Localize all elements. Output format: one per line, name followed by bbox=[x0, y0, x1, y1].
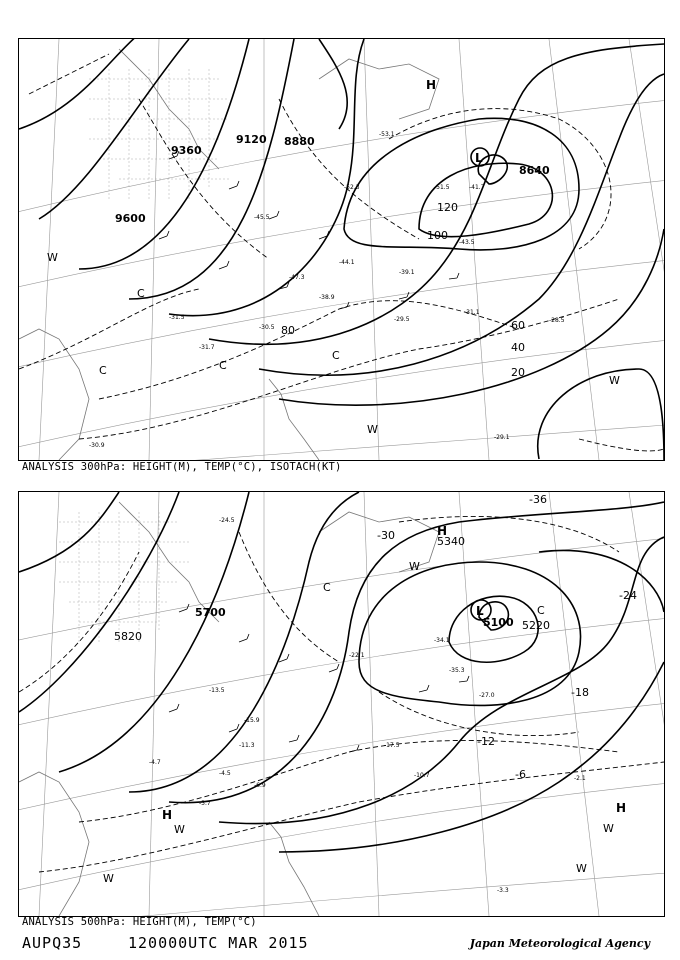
coastline bbox=[19, 49, 439, 460]
dashed-isotherms bbox=[19, 516, 664, 872]
temp-value: -24.5 bbox=[219, 517, 235, 524]
warm-mark: W bbox=[576, 862, 587, 875]
temp-value: -35.3 bbox=[449, 667, 465, 674]
temp-value: -30.9 bbox=[89, 442, 105, 449]
height-label: 8880 bbox=[284, 135, 315, 148]
temp-value: -6.9 bbox=[254, 782, 266, 789]
temp-value: -29.5 bbox=[394, 316, 410, 323]
temp-samples-300 bbox=[89, 131, 565, 449]
isotach-label: 20 bbox=[511, 366, 525, 379]
temp-value: -22.1 bbox=[349, 652, 365, 659]
isotherm-label: -12 bbox=[477, 735, 495, 748]
isotherm-label: -18 bbox=[571, 686, 589, 699]
height-label: 5700 bbox=[195, 606, 226, 619]
temp-value: -13.5 bbox=[209, 687, 225, 694]
temp-value: -53.1 bbox=[379, 131, 395, 138]
height-contours bbox=[19, 492, 664, 852]
high-pressure-symbol: H bbox=[162, 808, 173, 822]
temp-value: -10.7 bbox=[414, 772, 430, 779]
cold-mark: C bbox=[99, 364, 107, 377]
map-300hpa bbox=[19, 39, 664, 460]
isotherm-label: -36 bbox=[529, 493, 547, 506]
chart-code: AUPQ35 bbox=[22, 934, 83, 952]
temp-value: -4.7 bbox=[149, 759, 161, 766]
height-label: 9120 bbox=[236, 133, 267, 146]
caption-500hpa: ANALYSIS 500hPa: HEIGHT(M), TEMP(°C) bbox=[22, 916, 257, 928]
height-label: 9360 bbox=[171, 144, 202, 157]
low-pressure-symbol: L bbox=[475, 151, 483, 165]
isotherm-label: -30 bbox=[377, 529, 395, 542]
warm-mark: W bbox=[609, 374, 620, 387]
height-labels-500 bbox=[114, 535, 550, 643]
temp-value: -47.3 bbox=[289, 274, 305, 281]
height-label: 8640 bbox=[519, 164, 550, 177]
high-pressure-symbol: H bbox=[616, 801, 627, 815]
temp-value: -11.3 bbox=[239, 742, 255, 749]
cold-mark: C bbox=[137, 287, 145, 300]
isotherm-label: -24 bbox=[619, 589, 637, 602]
temp-value: -5.7 bbox=[199, 800, 211, 807]
area-marks-300 bbox=[47, 251, 620, 436]
temp-value: -45.5 bbox=[254, 214, 270, 221]
low-pressure-symbol: L bbox=[476, 604, 484, 618]
temp-value: -2.1 bbox=[574, 775, 586, 782]
cold-mark: C bbox=[537, 604, 545, 617]
chart-300hpa bbox=[18, 38, 665, 461]
wind-barbs bbox=[169, 604, 469, 752]
height-label: 5340 bbox=[437, 535, 465, 548]
isotach-label: 100 bbox=[427, 229, 448, 242]
temp-value: -34.1 bbox=[434, 637, 450, 644]
temp-value: -38.9 bbox=[319, 294, 335, 301]
temp-value: -31.5 bbox=[169, 314, 185, 321]
isotach-label: 80 bbox=[281, 324, 295, 337]
temp-value: -29.1 bbox=[494, 434, 510, 441]
temp-value: -39.1 bbox=[399, 269, 415, 276]
temp-value: -4.5 bbox=[219, 770, 231, 777]
warm-mark: W bbox=[103, 872, 114, 885]
cold-mark: C bbox=[219, 359, 227, 372]
chart-500hpa bbox=[18, 491, 665, 917]
height-label: 9600 bbox=[115, 212, 146, 225]
temp-value: -51.5 bbox=[434, 184, 450, 191]
height-label: 5220 bbox=[522, 619, 550, 632]
warm-mark: W bbox=[174, 823, 185, 836]
warm-mark: W bbox=[409, 560, 420, 573]
temp-value: -30.5 bbox=[259, 324, 275, 331]
warm-mark: W bbox=[367, 423, 378, 436]
temp-value: -41.7 bbox=[469, 184, 485, 191]
height-label: 5100 bbox=[483, 616, 514, 629]
high-pressure-symbol: H bbox=[437, 524, 448, 538]
graticule bbox=[19, 39, 664, 460]
caption-300hpa: ANALYSIS 300hPa: HEIGHT(M), TEMP(°C), ISOTACH(KT) bbox=[22, 461, 342, 473]
isotach-label: 120 bbox=[437, 201, 458, 214]
warm-mark: W bbox=[47, 251, 58, 264]
isotherm-label: -6 bbox=[515, 768, 526, 781]
warm-mark: W bbox=[603, 822, 614, 835]
valid-time: 120000UTC MAR 2015 bbox=[128, 934, 309, 952]
height-contours bbox=[19, 39, 664, 460]
temp-value: -28.5 bbox=[549, 317, 565, 324]
map-500hpa bbox=[19, 492, 664, 916]
high-pressure-symbol: H bbox=[426, 78, 437, 92]
area-marks-500 bbox=[103, 560, 614, 885]
cold-mark: C bbox=[323, 581, 331, 594]
temp-value: -43.5 bbox=[459, 239, 475, 246]
temp-value: -17.5 bbox=[384, 742, 400, 749]
jet-hatch bbox=[89, 69, 229, 199]
agency-name: Japan Meteorological Agency bbox=[469, 937, 650, 950]
cold-hatch bbox=[59, 512, 189, 642]
temp-value: -31.1 bbox=[464, 309, 480, 316]
pressure-systems-500 bbox=[162, 524, 626, 822]
isotach-label: 40 bbox=[511, 341, 525, 354]
temp-value: -52.3 bbox=[344, 184, 360, 191]
temp-value: -31.7 bbox=[199, 344, 215, 351]
temp-value: -44.1 bbox=[339, 259, 355, 266]
isotherm-labels bbox=[377, 493, 637, 781]
wind-barbs bbox=[159, 151, 459, 309]
temp-value: -3.3 bbox=[497, 887, 509, 894]
isotach-label: 60 bbox=[511, 319, 525, 332]
cold-mark: C bbox=[332, 349, 340, 362]
temp-value: -27.0 bbox=[479, 692, 495, 699]
graticule bbox=[19, 492, 664, 916]
temp-value: -15.9 bbox=[244, 717, 260, 724]
pressure-systems-300 bbox=[426, 78, 489, 166]
height-label: 5820 bbox=[114, 630, 142, 643]
